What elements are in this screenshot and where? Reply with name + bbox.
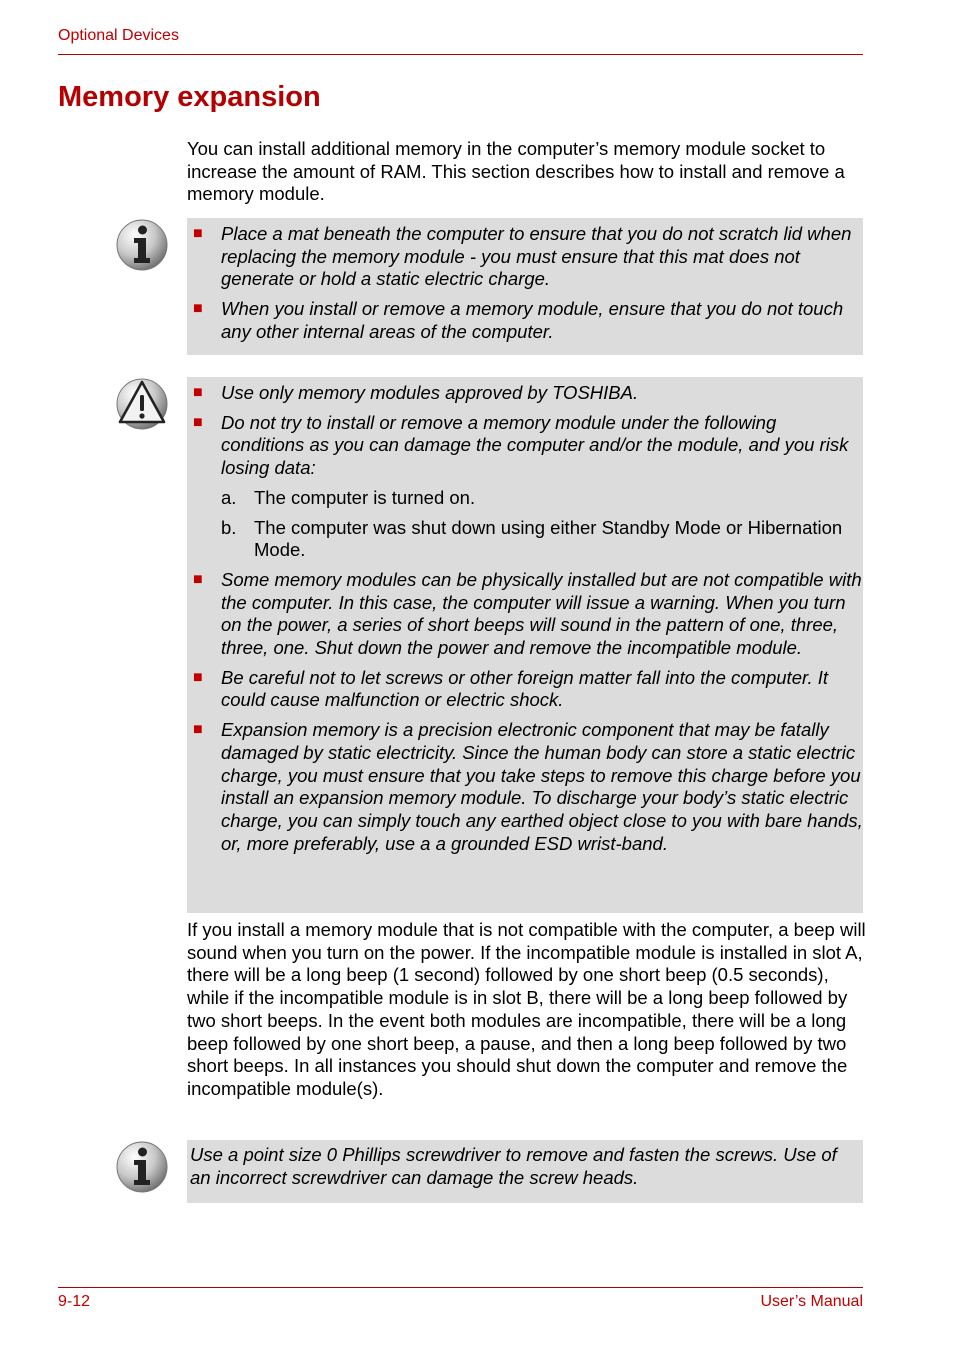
intro-paragraph: You can install additional memory in the computer’s memory module socket to increase the amount of RAM. This section describes how to install and remove a memory module. bbox=[187, 138, 845, 205]
caution-item: ■ Do not try to install or remove a memory module under the following conditions as you can damage the computer and/or the module, and you risk losing data: bbox=[193, 411, 849, 479]
bullet-icon: ■ bbox=[193, 413, 203, 431]
body-paragraph: If you install a memory module that is not compatible with the computer, a beep will sound when you turn on the power. If the incompatible module is installed in slot A, there will be a long beep (1 second) followed by one short beep (0.5 seconds), while if the incompatible module is in slot B, there will be a long beep followed by two short beeps. In the event both modules are incompatible, there will be a long beep followed by one short beep, a pause, and then a long beep followed by two short beeps. In all instances you should shut down the computer and remove the incompatible module(s). bbox=[187, 919, 866, 1099]
bullet-icon: ■ bbox=[193, 225, 203, 242]
info-icon bbox=[116, 1141, 168, 1193]
sub-item: a. The computer is turned on. bbox=[221, 486, 476, 508]
page-title: Memory expansion bbox=[58, 81, 321, 113]
note-item: ■ Place a mat beneath the computer to ensure that you do not scratch lid when replacing the memory module - you must ensure that this mat does not generate or hold a static electric charge. bbox=[193, 223, 852, 290]
info-icon bbox=[116, 219, 168, 271]
note-box bbox=[187, 218, 863, 355]
bullet-icon: ■ bbox=[193, 668, 203, 686]
bullet-icon: ■ bbox=[193, 721, 203, 739]
bullet-icon: ■ bbox=[193, 384, 203, 401]
page-number: 9-12 bbox=[58, 1293, 91, 1310]
sub-item: b. The computer was shut down using either Standby Mode or Hibernation Mode. bbox=[221, 516, 843, 561]
footer-rule bbox=[58, 1287, 863, 1288]
caution-item: ■ Use only memory modules approved by TOSHIBA. bbox=[193, 382, 639, 403]
note-item: ■ When you install or remove a memory module, ensure that you do not touch any other internal areas of the computer. bbox=[193, 298, 844, 342]
caution-item: ■ Be careful not to let screws or other foreign matter fall into the computer. It could cause malfunction or electric shock. bbox=[193, 666, 829, 711]
caution-item: ■ Some memory modules can be physically installed but are not compatible with the computer. In this case, the computer will issue a warning. When you turn on the power, a series of short beeps will sound in the pattern of one, three, three, one. Shut down the power and remove the incompatible module. bbox=[193, 568, 862, 659]
caution-item: ■ Expansion memory is a precision electronic component that may be fatally damaged by static electricity. Since the human body can store a static electric charge, you must ensure that you take steps to remove this charge before you install an expansion memory module. To discharge your body’s static electric charge, you can simply touch any earthed object close to you with bare hands, or, more preferably, use a a grounded ESD wrist-band. bbox=[193, 719, 863, 854]
bullet-icon: ■ bbox=[193, 300, 203, 318]
bullet-icon: ■ bbox=[193, 570, 203, 588]
warning-icon bbox=[116, 378, 168, 430]
running-header: Optional Devices bbox=[58, 27, 179, 44]
manual-title: User’s Manual bbox=[760, 1293, 863, 1310]
caution-box bbox=[187, 377, 863, 913]
note-text: Use a point size 0 Phillips screwdriver to remove and fasten the screws. Use of an incorrect screwdriver can damage the screw heads. bbox=[190, 1144, 837, 1188]
note-box bbox=[187, 1140, 863, 1203]
header-rule bbox=[58, 54, 863, 55]
